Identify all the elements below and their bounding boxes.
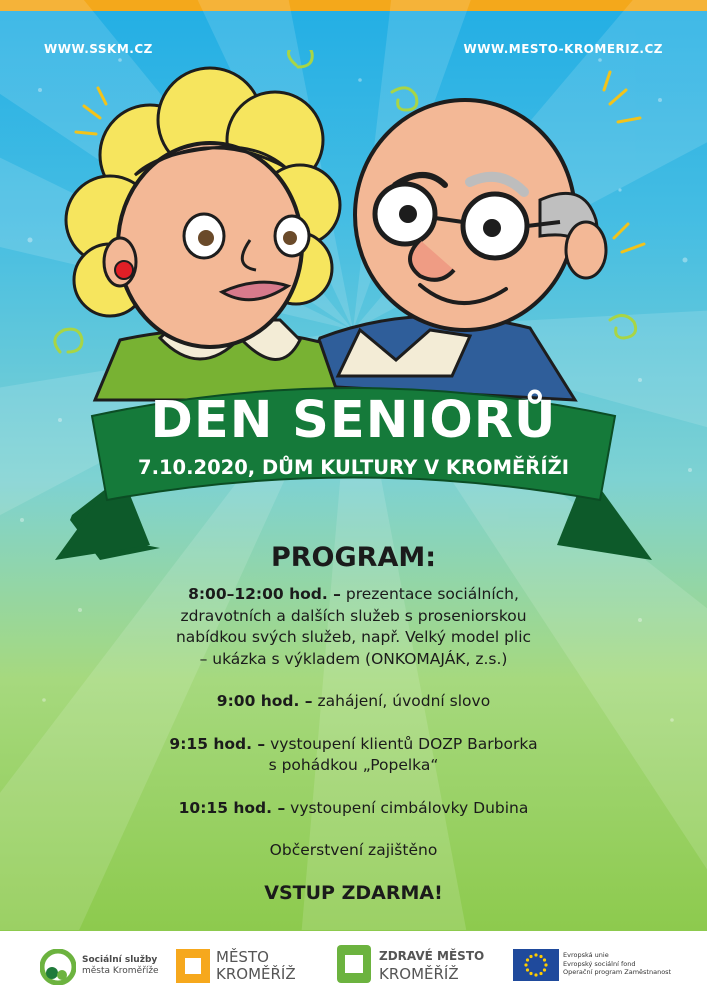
program-item-dubina [40, 798, 667, 820]
program-item-barborka [40, 734, 667, 777]
logo4-text-line1: Evropská unie [563, 951, 609, 959]
leaf-people-icon [40, 949, 76, 985]
program-heading: PROGRAM: [270, 542, 437, 573]
website-mesto-kromeriz: WWW.MESTO-KROMERIZ.CZ [463, 42, 663, 56]
program-time: 9:00 hod. – [216, 692, 313, 710]
program-text-line: zdravotních a dalších služeb s proseniorskou [180, 606, 527, 625]
logo2-text-line1: MĚSTO [216, 948, 269, 966]
logo-socialni-sluzby [40, 931, 180, 1000]
program-item-presentation: 8:00–12:00 hod. – prezentace sociálních, zdravotních a dalších služeb s proseniorskou nabídkou svých služeb, např. Velký model plic – ukázka s výkladem (ONKOMAJÁK, z.s.) [175, 585, 532, 668]
program-time: 10:15 hod. – [178, 798, 286, 817]
logo1-text-line2: města Kroměříže [82, 966, 159, 976]
program-text-line: prezentace sociálních [345, 585, 514, 603]
seniors-illustration [0, 50, 707, 570]
program-time: 8:00–12:00 hod. – [188, 585, 341, 603]
logo3-text-line2: KROMĚŘÍŽ [379, 965, 459, 983]
logo1-text-line1: Sociální služby [82, 955, 158, 965]
logo-eu-esf [513, 931, 693, 1000]
program-text-line: vystoupení cimbálovky Dubina [290, 798, 529, 817]
program-text-line: s pohádkou „Popelka“ [268, 756, 439, 774]
logo3-text-line1: ZDRAVÉ MĚSTO [379, 949, 485, 963]
logo-mesto-kromeriz [176, 931, 316, 1000]
logo-zdrave-mesto [337, 931, 497, 1000]
program-section [40, 542, 667, 905]
program-text-line: vystoupení klientů DOZP Barborka [270, 734, 538, 753]
event-title: DEN SENIORŮ [150, 391, 557, 450]
green-square-icon [337, 945, 371, 983]
logo2-text-line2: KROMĚŘÍŽ [216, 965, 296, 983]
logo4-text-line2: Evropský sociální fond [563, 959, 636, 968]
free-entry-note: VSTUP ZDARMA! [264, 882, 443, 904]
eu-flag-icon [513, 949, 559, 981]
program-item-opening [40, 691, 667, 713]
program-text-line: nabídkou svých služeb, např. Velký model plic [175, 628, 532, 646]
website-sskm: WWW.SSKM.CZ [44, 42, 153, 56]
refreshment-note: Občerstvení zajištěno [269, 841, 438, 859]
program-text-line: zahájení, úvodní slovo [317, 692, 491, 710]
program-text-line: – ukázka s výkladem (ONKOMAJÁK, z.s.) [199, 649, 508, 668]
logo4-text-line3: Operační program Zaměstnanost [563, 968, 672, 976]
event-date-venue: 7.10.2020, DŮM KULTURY V KROMĚŘÍŽI [138, 456, 569, 479]
program-time: 9:15 hod. – [169, 734, 266, 753]
footer-logos [0, 931, 707, 1000]
orange-square-icon [176, 949, 210, 983]
